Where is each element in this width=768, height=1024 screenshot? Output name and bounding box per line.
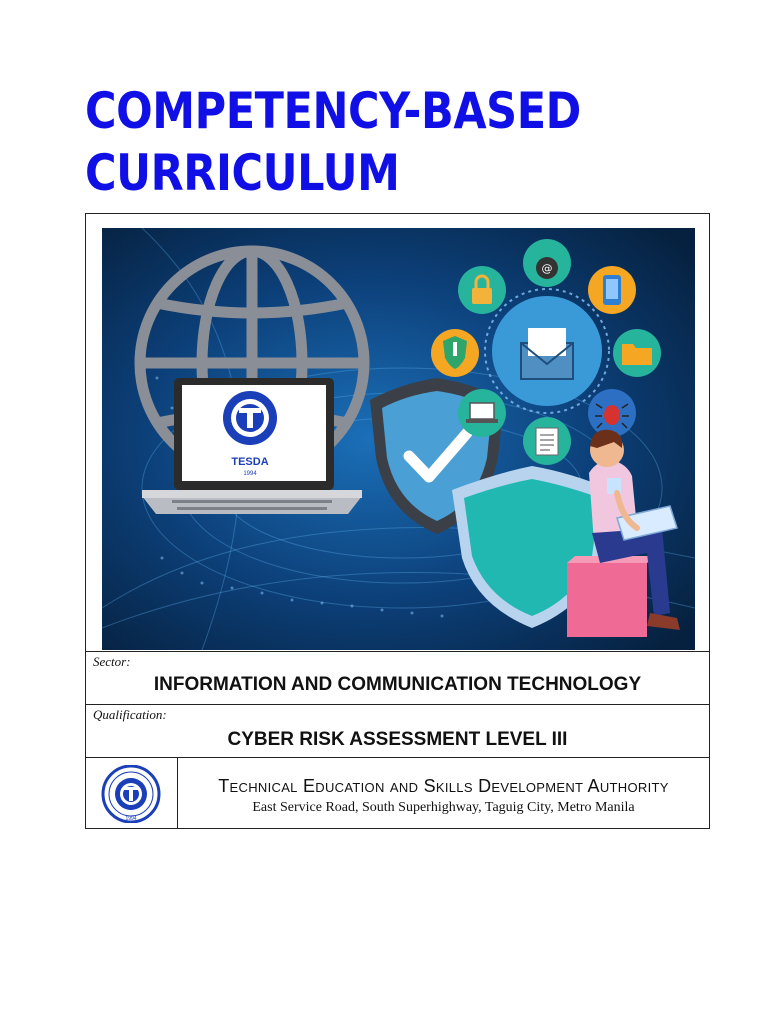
agency-name: Technical Education and Skills Development Authority xyxy=(218,776,669,796)
warning-shield-icon xyxy=(431,329,479,377)
sector-label: Sector: xyxy=(93,654,131,669)
title-line-2: CURRICULUM xyxy=(85,144,400,202)
email-badge-text: @ xyxy=(541,262,553,275)
sector-row xyxy=(86,651,709,704)
bomb-email-icon xyxy=(523,239,571,287)
agency-footer xyxy=(86,757,709,828)
agency-seal-cell xyxy=(86,758,178,828)
cover-frame xyxy=(85,213,710,829)
cover-illustration xyxy=(102,228,695,650)
mobile-icon xyxy=(588,266,636,314)
tesda-seal-icon xyxy=(98,765,164,823)
laptop-logo-text: TESDA xyxy=(231,456,269,468)
seal-year: 1994 xyxy=(125,816,137,822)
bug-icon xyxy=(588,389,636,437)
folder-icon xyxy=(613,329,661,377)
laptop-small-icon xyxy=(458,389,506,437)
document-icon xyxy=(523,417,571,465)
laptop-icon xyxy=(142,378,362,514)
agency-address: East Service Road, South Superhighway, Taguig City, Metro Manila xyxy=(252,800,635,815)
sector-value: INFORMATION AND COMMUNICATION TECHNOLOGY xyxy=(153,674,642,695)
title-line-1: COMPETENCY-BASED xyxy=(85,82,581,140)
qualification-value: CYBER RISK ASSESSMENT LEVEL III xyxy=(227,729,568,750)
qualification-label: Qualification: xyxy=(93,707,167,722)
document-title xyxy=(85,80,581,204)
laptop-logo-year: 1994 xyxy=(243,471,257,477)
tesda-logo-icon xyxy=(223,391,277,445)
lock-icon xyxy=(458,266,506,314)
qualification-row xyxy=(86,704,709,757)
